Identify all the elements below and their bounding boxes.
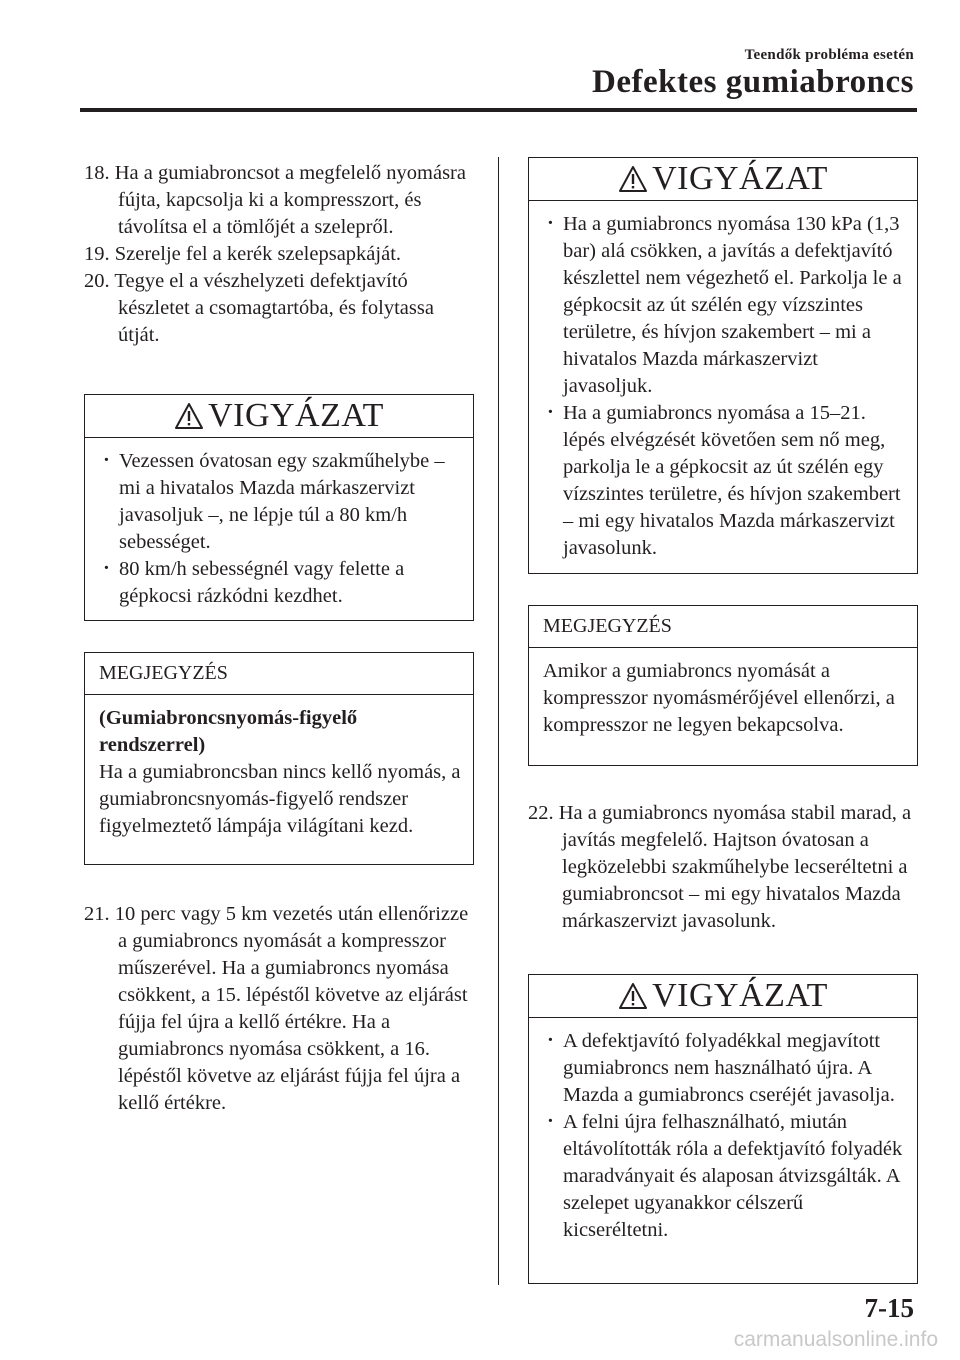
caution-list bbox=[543, 211, 905, 562]
step-list-21 bbox=[84, 901, 474, 1117]
caution-list bbox=[99, 448, 461, 610]
section-subtitle: Teendők probléma esetén bbox=[744, 47, 914, 63]
step-18: 18. Ha a gumiabroncsot a megfelelő nyomásra fújta, kapcsolja ki a kompresszort, és távolítsa el a tömlőjét a szelepről. bbox=[84, 162, 466, 238]
warning-triangle-icon bbox=[618, 982, 648, 1010]
caution-box-2 bbox=[528, 157, 918, 574]
caution-item: · Vezessen óvatosan egy szakműhelybe – mi a hivatalos Mazda márkaszervizt javasoljuk –, ne lépje túl a 80 km/h sebességet. bbox=[99, 448, 461, 556]
page-number: 7-15 bbox=[864, 1293, 914, 1323]
warning-triangle-icon bbox=[174, 402, 204, 430]
caution-title: VIGYÁZAT bbox=[652, 977, 828, 1014]
caution-title: VIGYÁZAT bbox=[652, 160, 828, 197]
caution-item: · A defektjavító folyadékkal megjavított gumiabroncs nem használható újra. A Mazda a gumiabroncs cseréjét javasolja. bbox=[543, 1028, 905, 1109]
warning-triangle-icon bbox=[618, 165, 648, 193]
caution-item: · Ha a gumiabroncs nyomása a 15–21. lépés elvégzését követően sem nő meg, parkolja le a gépkocsit az út szélén egy vízszintes területre, és hívjon szakembert – mi egy hivatalos Mazda márkaszervizt javasolunk. bbox=[543, 400, 905, 562]
note-body bbox=[85, 695, 473, 854]
caution-box-1 bbox=[84, 394, 474, 621]
caution-header bbox=[529, 158, 917, 201]
step-20: 20. Tegye el a vészhelyzeti defektjavító készletet a csomagtartóba, és folytassa útját. bbox=[84, 270, 434, 346]
caution-item: · 80 km/h sebességnél vagy felette a gépkocsi rázkódni kezdhet. bbox=[99, 556, 461, 610]
caution-body bbox=[529, 201, 917, 576]
note-text: Amikor a gumiabroncs nyomását a kompresszor nyomásmérőjével ellenőrzi, a kompresszor ne legyen bekapcsolva. bbox=[543, 660, 895, 736]
caution-header bbox=[85, 395, 473, 438]
left-column bbox=[84, 160, 474, 349]
note-header: MEGJEGYZÉS bbox=[529, 606, 917, 648]
step-22: 22. Ha a gumiabroncs nyomása stabil marad, a javítás megfelelő. Hajtson óvatosan a legközelebbi szakműhelybe lecseréltetni a gumiabroncsot – mi egy hivatalos Mazda márkaszervizt javasolunk. bbox=[528, 802, 912, 932]
caution-item: · A felni újra felhasználható, miután eltávolították róla a defektjavító folyadék maradványait és alaposan átvizsgálták. A szelepet ugyanakkor célszerű kicseréltetni. bbox=[543, 1109, 905, 1244]
step-list-22 bbox=[528, 800, 918, 935]
step-21: 21. 10 perc vagy 5 km vezetés után ellenőrizze a gumiabroncs nyomását a kompresszor műszerével. Ha a gumiabroncs nyomása csökkent, a 15. lépéstől követve az eljárást fújja fel újra a kellő értékre. Ha a gumiabroncs nyomása csökkent, a 16. lépéstől követve az eljárást fújja fel újra a kellő értékre. bbox=[84, 903, 469, 1114]
section-title: Defektes gumiabroncs bbox=[592, 64, 914, 100]
caution-header bbox=[529, 975, 917, 1018]
step-22-block bbox=[528, 800, 918, 935]
caution-box-3 bbox=[528, 974, 918, 1284]
watermark: carmanualsonline.info bbox=[733, 1328, 938, 1351]
note-box-2 bbox=[528, 605, 918, 766]
caution-title: VIGYÁZAT bbox=[208, 397, 384, 434]
header-rule bbox=[80, 108, 917, 112]
note-box-1 bbox=[84, 652, 474, 865]
caution-list bbox=[543, 1028, 905, 1244]
step-list-18-20 bbox=[84, 160, 474, 349]
step-21-block bbox=[84, 901, 474, 1117]
step-19: 19. Szerelje fel a kerék szelepsapkáját. bbox=[84, 243, 402, 265]
column-divider bbox=[498, 157, 499, 1285]
note-body bbox=[529, 648, 917, 753]
caution-body bbox=[529, 1018, 917, 1258]
note-header: MEGJEGYZÉS bbox=[85, 653, 473, 695]
note-text: Ha a gumiabroncsban nincs kellő nyomás, a gumiabroncsnyomás-figyelő rendszer figyelmeztető lámpája világítani kezd. bbox=[99, 761, 461, 837]
caution-body bbox=[85, 438, 473, 624]
note-subtitle: (Gumiabroncsnyomás-figyelő rendszerrel) bbox=[99, 707, 358, 756]
caution-item: · Ha a gumiabroncs nyomása 130 kPa (1,3 bar) alá csökken, a javítás a defektjavító készlettel nem végezhető el. Parkolja le a gépkocsit az út szélén egy vízszintes területre, és hívjon szakembert – mi a hivatalos Mazda márkaszervizt javasoljuk. bbox=[543, 211, 905, 400]
